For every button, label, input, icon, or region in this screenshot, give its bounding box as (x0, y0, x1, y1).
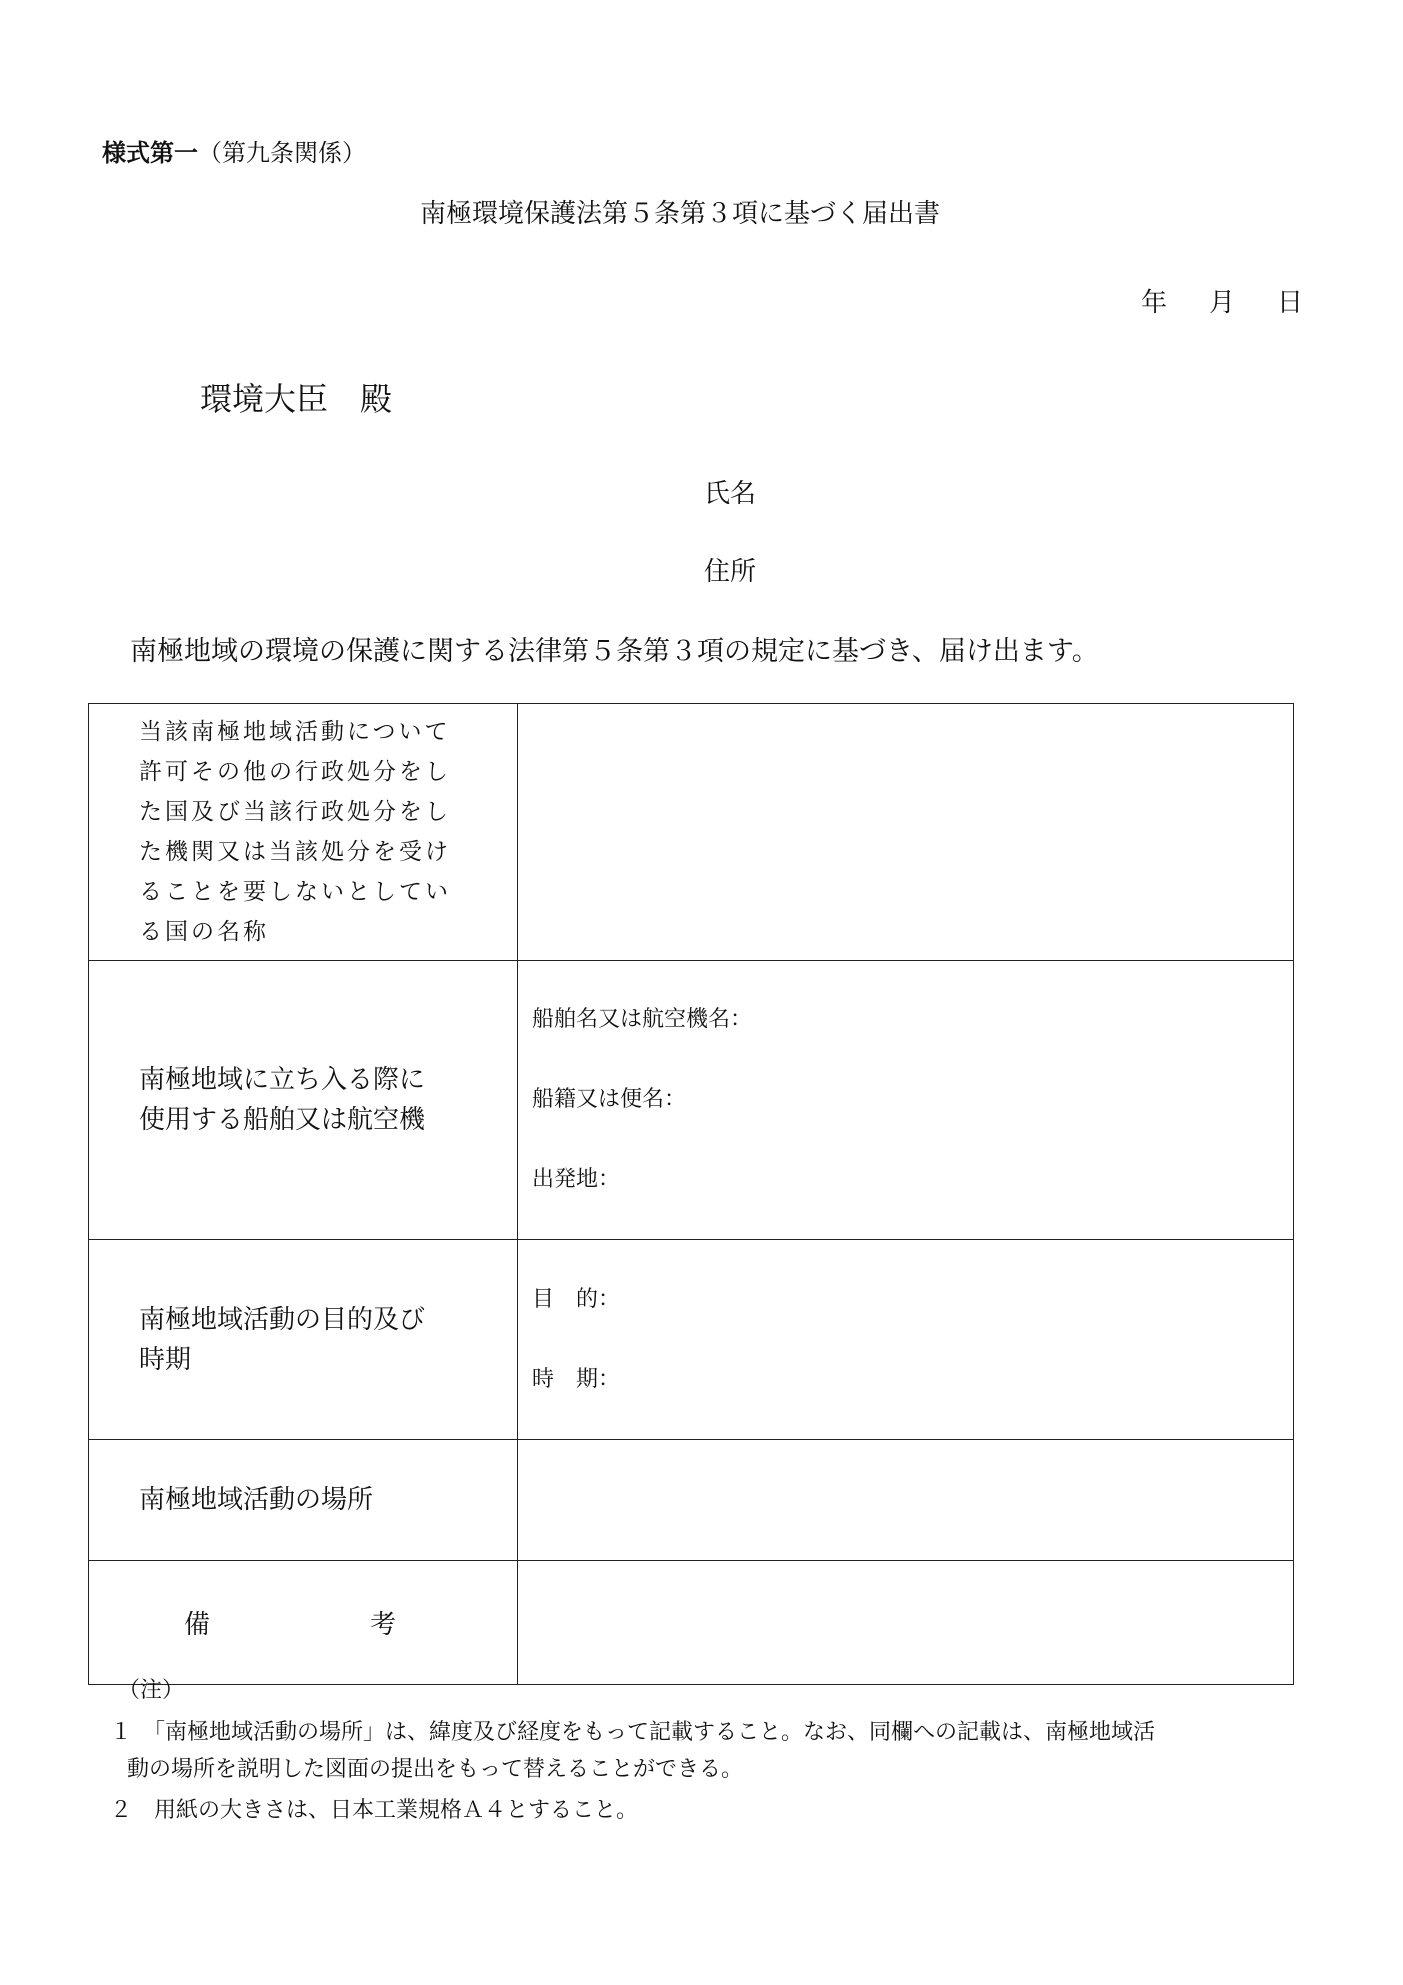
note-1-line-2: 動の場所を説明した図面の提出をもって替えることができる。 (127, 1757, 744, 1782)
label-line: た機関又は当該処分を受け (139, 839, 451, 865)
label-line: る国の名称 (139, 919, 269, 945)
field-departure: 出発地： (532, 1167, 621, 1192)
label-line: た国及び当該行政処分をし (139, 799, 451, 825)
label-line: 時期 (139, 1344, 192, 1375)
notification-form-table (88, 703, 1294, 1685)
document-title: 南極環境保護法第５条第３項に基づく届出書 (420, 199, 941, 229)
label-cell-remarks (89, 1561, 518, 1685)
label-line: 許可その他の行政処分をし (139, 759, 451, 785)
row-remarks (89, 1561, 1294, 1685)
field-registry-flight: 船籍又は便名： (532, 1087, 687, 1112)
form-type (102, 133, 366, 168)
note-2: ２ 用紙の大きさは、日本工業規格Ａ４とすること。 (110, 1798, 639, 1823)
date-day: 日 (1276, 288, 1303, 318)
date-line (1099, 282, 1303, 319)
field-period: 時 期： (532, 1366, 621, 1392)
note-1-line-1: １ 「南極地域活動の場所」は、緯度及び経度をもって記載すること。なお、同欄への記載は、南極地域活 (110, 1720, 1156, 1745)
label-location: 南極地域活動の場所 (139, 1485, 374, 1515)
form-type-bold: 様式第一 (102, 139, 198, 167)
input-cell-approving-country[interactable] (518, 704, 1294, 961)
label-cell-location (89, 1440, 518, 1561)
applicant-address-label: 住所 (704, 557, 757, 587)
input-cell-location[interactable] (518, 1440, 1294, 1561)
row-purpose-period (89, 1240, 1294, 1440)
field-vessel-name: 船舶名又は航空機名： (532, 1007, 753, 1032)
input-cell-vessel-aircraft[interactable] (518, 961, 1294, 1240)
label-cell-purpose-period (89, 1240, 518, 1440)
label-cell-vessel-aircraft (89, 961, 518, 1240)
statement: 南極地域の環境の保護に関する法律第５条第３項の規定に基づき、届け出ます。 (130, 636, 1099, 667)
date-month: 月 (1208, 288, 1235, 318)
label-cell-approving-country (89, 704, 518, 961)
label-line: 南極地域活動の目的及び (139, 1304, 426, 1335)
input-cell-purpose-period[interactable] (518, 1240, 1294, 1440)
notes-heading: （注） (118, 1678, 185, 1703)
field-purpose: 目 的： (532, 1286, 621, 1312)
row-vessel-aircraft (89, 961, 1294, 1240)
row-approving-country (89, 704, 1294, 961)
label-line: 南極地域に立ち入る際に (139, 1065, 426, 1095)
row-location (89, 1440, 1294, 1561)
label-line: 当該南極地域活動について (139, 719, 451, 745)
label-remarks-b: 考 (370, 1610, 397, 1640)
addressee: 環境大臣 殿 (200, 380, 393, 418)
label-line: ることを要しないとしてい (139, 879, 451, 905)
applicant-name-label: 氏名 (704, 479, 757, 509)
input-cell-remarks[interactable] (518, 1561, 1294, 1685)
form-type-rest: （第九条関係） (198, 139, 366, 167)
date-year: 年 (1140, 288, 1167, 318)
label-line: 使用する船舶又は航空機 (139, 1105, 426, 1135)
label-remarks-a: 備 (184, 1610, 211, 1640)
